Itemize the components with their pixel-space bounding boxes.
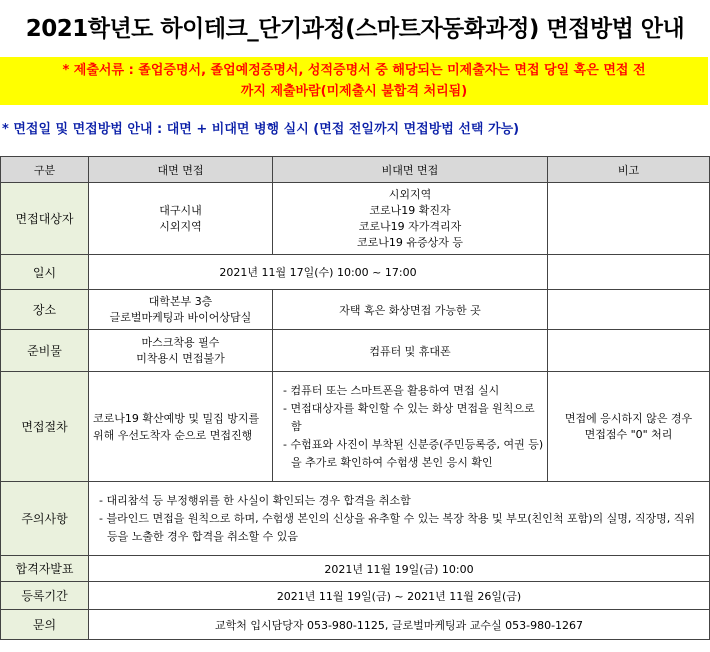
place-online: 자택 혹은 화상면접 가능한 곳 (273, 290, 548, 330)
procedure-online-item: - 수험표와 사진이 부착된 신분증(주민등록증, 여권 등)을 추가로 확인하여 수험생 본인 응시 확인 (283, 437, 544, 469)
header-inperson: 대면 면접 (89, 157, 273, 183)
place-inperson (89, 290, 273, 330)
header-note: 비고 (548, 157, 710, 183)
place-inperson-line: 대학본부 3층 (148, 294, 213, 308)
caution-item: - 대리참석 등 부정행위를 한 사실이 확인되는 경우 합격을 취소함 (99, 493, 411, 507)
target-online (273, 183, 548, 255)
procedure-online (273, 372, 548, 482)
table-row-register (1, 582, 710, 610)
page-title: 2021학년도 하이테크_단기과정(스마트자동화과정) 면접방법 안내 (25, 15, 685, 42)
place-note (548, 290, 710, 330)
contact-value: 교학처 입시담당자 053-980-1125, 글로벌마케팅과 교수실 053-980-1267 (89, 610, 710, 640)
row-label-procedure: 면접절차 (1, 372, 89, 482)
row-label-place: 장소 (1, 290, 89, 330)
procedure-note (548, 372, 710, 482)
place-inperson-line: 글로벌마케팅과 바이어상담실 (109, 310, 252, 324)
target-note (548, 183, 710, 255)
target-online-line: 코로나19 자가격리자 (358, 219, 462, 233)
target-online-line: 코로나19 유증상자 등 (357, 235, 463, 249)
procedure-online-item: - 면접대상자를 확인할 수 있는 화상 면접을 원칙으로 함 (283, 401, 535, 433)
interview-method-subtitle: * 면접일 및 면접방법 안내 : 대면 + 비대면 병행 실시 (면접 전일까지 면접방법 선택 가능) (2, 122, 520, 137)
document-notice (0, 57, 708, 105)
prep-inperson (89, 330, 273, 372)
interview-info-table (0, 156, 710, 640)
target-online-line: 코로나19 확진자 (369, 203, 451, 217)
date-value: 2021년 11월 17일(수) 10:00 ~ 17:00 (89, 255, 548, 290)
row-label-prep: 준비물 (1, 330, 89, 372)
table-row-target (1, 183, 710, 255)
caution-item: - 블라인드 면접을 원칙으로 하며, 수험생 본인의 신상을 유추할 수 있는 복장 착용 및 부모(친인척 포함)의 실명, 직장명, 직위 등을 노출한 경우 합격을 취소할 수 있음 (99, 511, 696, 543)
target-inperson-line: 시외지역 (159, 219, 202, 233)
row-label-contact: 문의 (1, 610, 89, 640)
table-row-contact (1, 610, 710, 640)
table-row-date (1, 255, 710, 290)
table-row-caution (1, 482, 710, 556)
table-header-row (1, 157, 710, 183)
table-row-prep (1, 330, 710, 372)
table-row-place (1, 290, 710, 330)
target-inperson (89, 183, 273, 255)
prep-online: 컴퓨터 및 휴대폰 (273, 330, 548, 372)
procedure-online-item: - 컴퓨터 또는 스마트폰을 활용하여 면접 실시 (283, 383, 500, 397)
procedure-inperson: 코로나19 확산예방 및 밀집 방지를 위해 우선도착자 순으로 면접진행 (89, 372, 273, 482)
procedure-note-line: 면접점수 "0" 처리 (584, 427, 673, 441)
row-label-register: 등록기간 (1, 582, 89, 610)
procedure-note-line: 면접에 응시하지 않은 경우 (564, 411, 693, 425)
prep-inperson-line: 미착용시 면접불가 (136, 351, 225, 365)
prep-note (548, 330, 710, 372)
date-note (548, 255, 710, 290)
register-value: 2021년 11월 19일(금) ~ 2021년 11월 26일(금) (89, 582, 710, 610)
notice-line-2: 까지 제출바람(미제출시 불합격 처리됨) (240, 84, 468, 99)
row-label-announce: 합격자발표 (1, 556, 89, 582)
target-inperson-line: 대구시내 (159, 203, 202, 217)
table-row-announce (1, 556, 710, 582)
table-row-procedure (1, 372, 710, 482)
announce-value: 2021년 11월 19일(금) 10:00 (89, 556, 710, 582)
header-category: 구분 (1, 157, 89, 183)
row-label-caution: 주의사항 (1, 482, 89, 556)
target-online-line: 시외지역 (388, 187, 432, 201)
notice-line-1: * 제출서류 : 졸업증명서, 졸업예정증명서, 성적증명서 중 해당되는 미제출자는 면접 당일 혹은 면접 전 (62, 63, 646, 78)
prep-inperson-line: 마스크착용 필수 (141, 335, 220, 349)
row-label-target: 면접대상자 (1, 183, 89, 255)
row-label-date: 일시 (1, 255, 89, 290)
header-online: 비대면 면접 (273, 157, 548, 183)
caution-content (89, 482, 710, 556)
